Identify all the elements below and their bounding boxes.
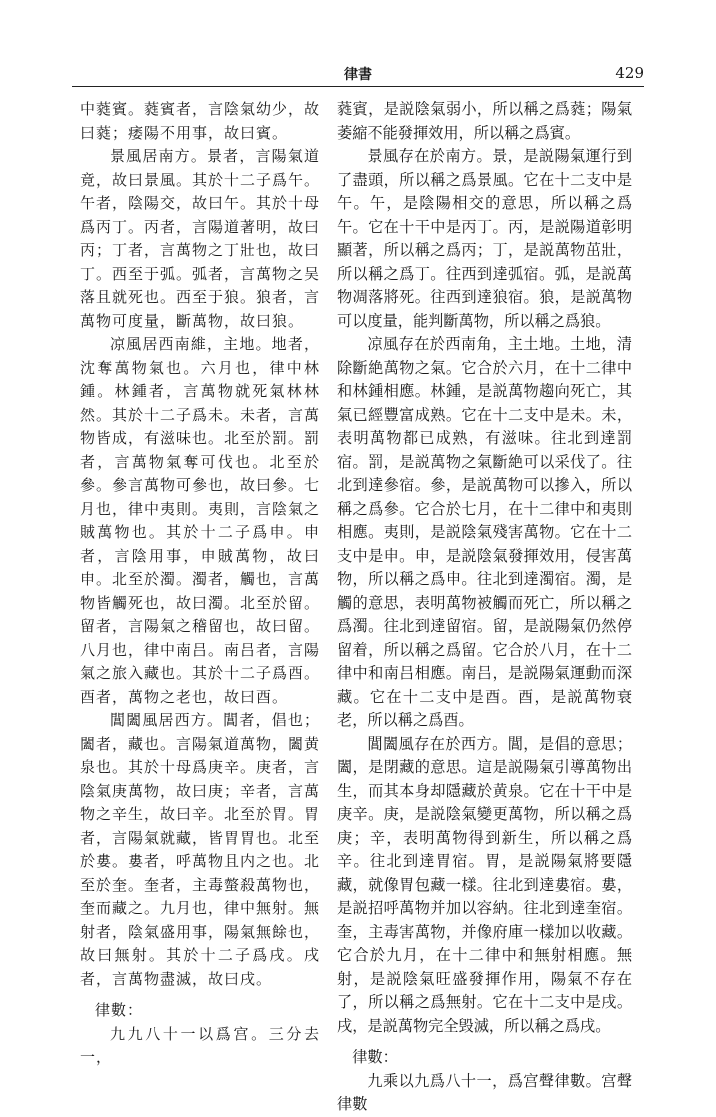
paragraph: 九乘以九爲八十一，爲宫聲律數。宫聲律數 (337, 1071, 632, 1113)
left-column-classical-text (80, 98, 320, 1070)
section-heading: 律數： (95, 1001, 144, 1019)
running-header (72, 62, 644, 90)
running-title: 律書 (344, 67, 372, 83)
page-number: 429 (615, 64, 644, 82)
section-heading: 律數： (352, 1048, 398, 1066)
header-rule (72, 86, 644, 87)
paragraph: 景風居南方。景者，言陽氣道竟，故曰景風。其於十二子爲午。午者，陰陽交，故曰午。其於十母爲丙丁。丙者，言陽道著明，故曰丙；丁者，言萬物之丁壯也，故曰丁。西至于弧。弧者，言萬物之吴落且就死也。西至于狼。狼者，言萬物可度量，斷萬物，故曰狼。 (80, 147, 321, 330)
paragraph: 閶闔風存在於西方。閶，是倡的意思；闔，是閉藏的意思。這是説陽氣引導萬物出生，而其本身却隱藏於黄泉。它在十干中是庚辛。庚，是説陰氣變更萬物，所以稱之爲庚；辛，表明萬物得到新生，所以稱之爲辛。往北到達胃宿。胃，是説陽氣將要隱藏，就像胃包藏一樣。往北到達婁宿。婁，是説招呼萬物并加以容納。往北到達奎宿。奎，主毒害萬物，并像府庫一樣加以收藏。它合於九月，在十二律中和無射相應。無射，是説陰氣旺盛發揮作用，陽氣不存在了，所以稱之爲無射。它在十二支中是戌。戌，是説萬物完全毁滅，所以稱之爲戌。 (337, 734, 632, 1035)
paragraph: 景風存在於南方。景，是説陽氣運行到了盡頭，所以稱之爲景風。它在十二支中是午。午，是陰陽相交的意思，所以稱之爲午。它在十干中是丙丁。丙，是説陽道彰明顯著，所以稱之爲丙；丁，是説萬物茁壯，所以稱之爲丁。往西到達弧宿。弧，是説萬物凋落將死。往西到達狼宿。狼，是説萬物可以度量，能判斷萬物，所以稱之爲狼。 (337, 147, 632, 330)
paragraph: 蕤賓，是説陰氣弱小，所以稱之爲蕤；陽氣萎縮不能發揮效用，所以稱之爲賓。 (337, 100, 632, 142)
paragraph: 凉風存在於西南角，主土地。土地，清除斷絶萬物之氣。它合於六月，在十二律中和林鍾相應。林鍾，是説萬物趨向死亡，其氣已經豐富成熟。它在十二支中是未。未，表明萬物都已成熟，有滋味。往北到達罰宿。罰，是説萬物之氣斷絶可以采伐了。往北到達參宿。參，是説萬物可以摻入，所以稱之爲參。它合於七月，在十二律中和夷則相應。夷則，是説陰氣殘害萬物。它在十二支中是申。申，是説陰氣發揮效用，侵害萬物，所以稱之爲申。往北到達濁宿。濁，是觸的意思，表明萬物被觸而死亡，所以稱之爲濁。往北到達留宿。留，是説陽氣仍然停留着，所以稱之爲留。它合於八月，在十二律中和南吕相應。南吕，是説陽氣運動而深藏。它在十二支中是酉。酉，是説萬物衰老，所以稱之爲酉。 (337, 335, 632, 729)
paragraph: 中蕤賓。蕤賓者，言陰氣幼少，故曰蕤；痿陽不用事，故曰賓。 (80, 100, 321, 142)
paragraph: 閶闔風居西方。閶者，倡也；闔者，藏也。言陽氣道萬物，闔黄泉也。其於十母爲庚辛。庚者，言陰氣庚萬物，故曰庚；辛者，言萬物之辛生，故曰辛。北至於胃。胃者，言陽氣就藏，皆胃胃也。北至於婁。婁者，呼萬物且内之也。北至於奎。奎者，主毒螫殺萬物也，奎而藏之。九月也，律中無射。無射者，陰氣盛用事，陽氣無餘也，故曰無射。其於十二子爲戌。戌者，言萬物盡滅，故曰戌。 (80, 711, 321, 988)
paragraph: 凉風居西南維，主地。地者，沈奪萬物氣也。六月也，律中林鍾。林鍾者，言萬物就死氣林林然。其於十二子爲未。未者，言萬物皆成，有滋味也。北至於罰。罰者，言萬物氣奪可伐也。北至於參。參言萬物可參也，故曰參。七月也，律中夷則。夷則，言陰氣之賊萬物也。其於十二子爲申。申者，言陰用事，申賊萬物，故曰申。北至於濁。濁者，觸也，言萬物皆觸死也，故曰濁。北至於留。留者，言陽氣之稽留也，故曰留。八月也，律中南吕。南吕者，言陽氣之旅入藏也。其於十二子爲酉。酉者，萬物之老也，故曰酉。 (80, 335, 321, 706)
paragraph: 九九八十一以爲宫。三分去一， (80, 1024, 320, 1066)
right-column-translation (337, 98, 632, 1117)
